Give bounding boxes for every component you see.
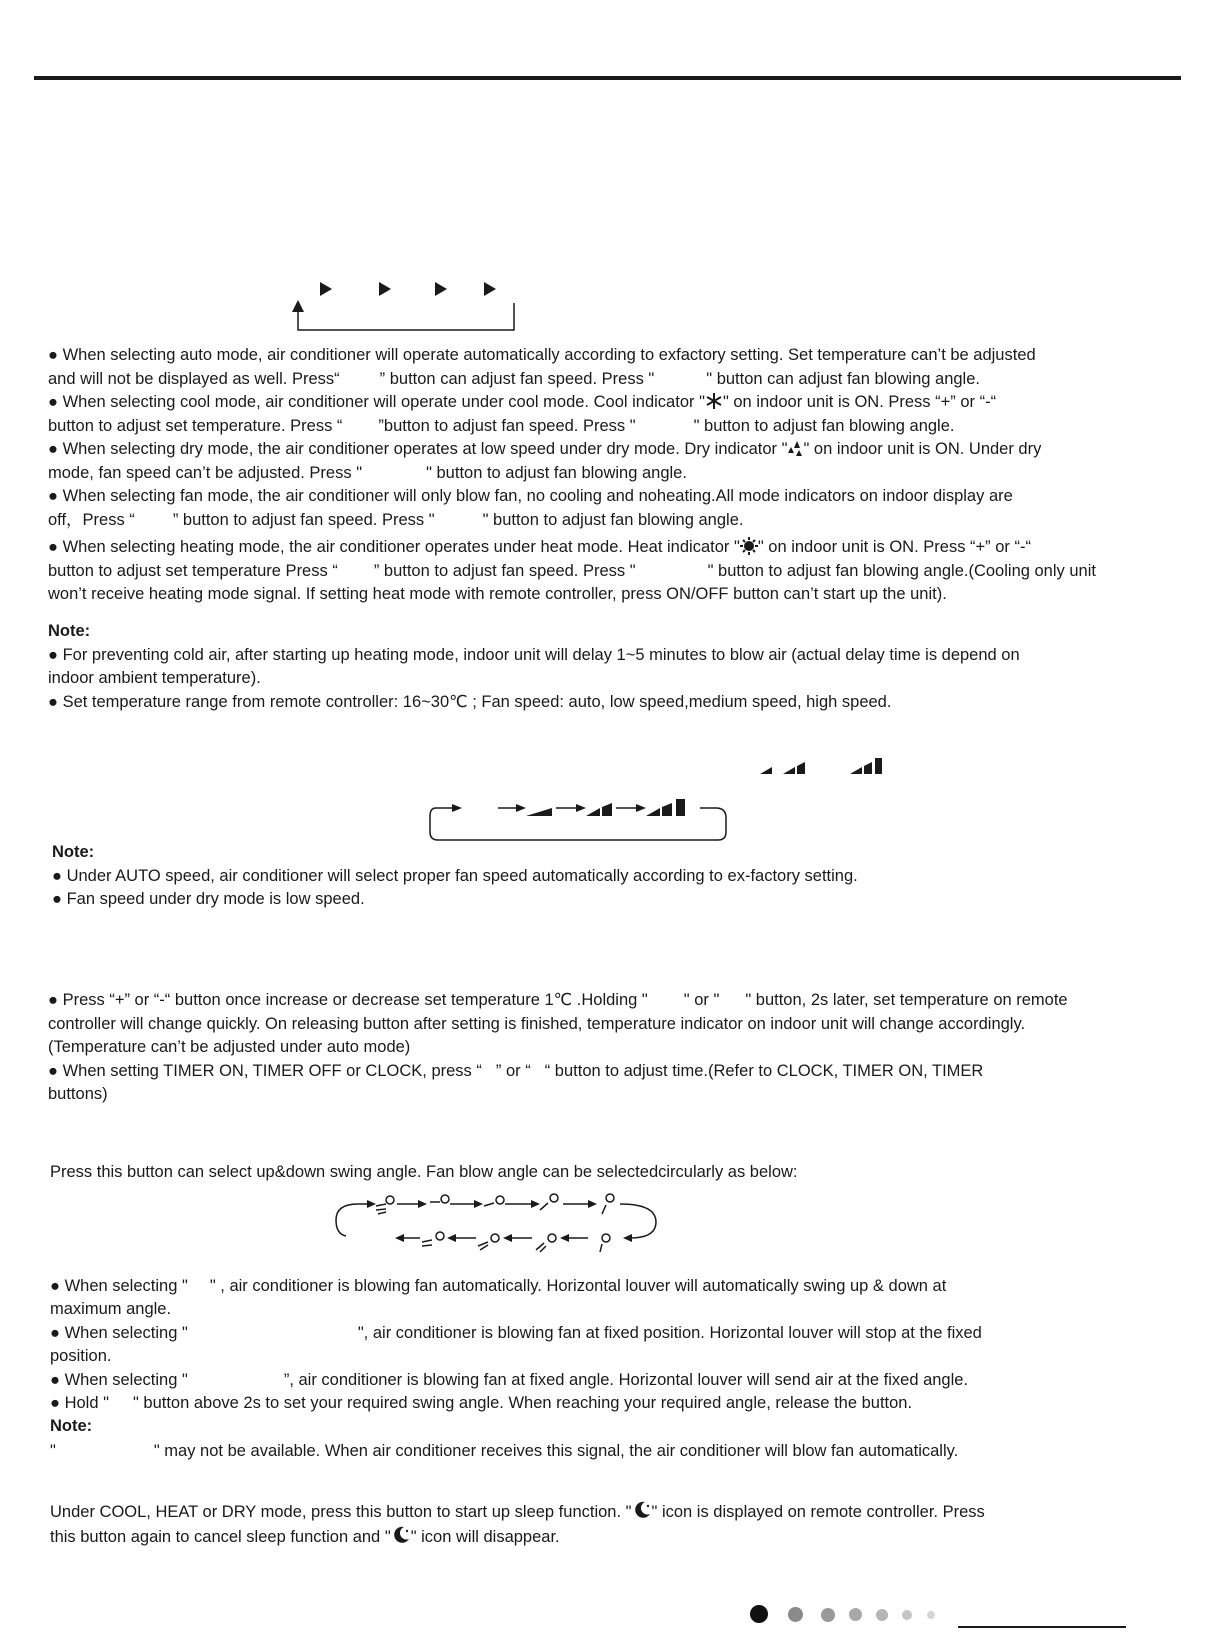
dry-mode-line-1: ● When selecting dry mode, the air conditioner operates at low speed under dry mode. Dry indicator " " on indoor unit is ON. Under dry — [48, 440, 1042, 458]
play-arrow-icon — [320, 282, 332, 296]
page-dot-3 — [821, 1608, 835, 1622]
fan-speed-loop — [430, 808, 726, 840]
cool-mode-line-2: button to adjust set temperature. Press “ ”button to adjust fan speed. Press " " button to adjust fan blowing angle. — [48, 416, 955, 435]
louver-range-1-icon — [422, 1232, 444, 1246]
note-heating: Note: ● For preventing cold air, after starting up heating mode, indoor unit will delay 1~5 minutes to blow air (actual delay time is depend on indoor ambient temperature). ● Set temperature range from remote controller: 16~30℃ ; Fan speed: auto, low speed,medium speed, high speed. — [48, 620, 1168, 714]
note-title: Note: — [50, 1417, 93, 1435]
sleep-description: Under COOL, HEAT or DRY mode, press this button to start up sleep function. " " icon is displayed on remote controller. Press this button again to cancel sleep function and " " icon will disappear. — [50, 1500, 1170, 1549]
play-arrow-icon — [379, 282, 391, 296]
arrow-right-icon — [474, 1200, 483, 1208]
page-dot-7 — [927, 1611, 935, 1619]
heat-mode-line-1: ● When selecting heating mode, the air conditioner operates under heat mode. Heat indicator " " on indoor unit is ON. Press “+” or “-“ — [48, 538, 1031, 556]
auto-mode-line-2: and will not be displayed as well. Press“ ” button can adjust fan speed. Press " " button can adjust fan blowing angle. — [48, 369, 980, 388]
fan-speed-high-icon — [850, 767, 862, 774]
auto-mode-line-1: ● When selecting auto mode, air conditioner will operate automatically according to exfactory setting. Set temperature can’t be adjusted — [48, 346, 1036, 364]
arrow-right-icon — [418, 1200, 427, 1208]
louver-position-1-icon — [430, 1195, 449, 1203]
page-dot-5 — [876, 1609, 888, 1621]
arrow-left-icon — [623, 1234, 632, 1242]
footer-rule — [958, 1626, 1126, 1628]
arrow-up-icon — [292, 300, 304, 312]
page-dot-6 — [902, 1610, 912, 1620]
temperature-buttons-text: ● Press “+” or “-“ button once increase or decrease set temperature 1℃ .Holding " " or " " button, 2s later, set temperature on remote controller will change quickly. On releasing button after setting is finished, temperature indicator on indoor unit will change accordingly. (Temperature can’t be adjusted under auto mode) ● When setting TIMER ON, TIMER OFF or CLOCK, press “ ” or “ “ button to adjust time.(Refer to CLOCK, TIMER ON, TIMER buttons) — [48, 991, 1068, 1103]
swing-intro: Press this button can select up&down swing angle. Fan blow angle can be selectedcircularly as below: — [50, 1163, 798, 1181]
note-fan-speed: Note: ● Under AUTO speed, air conditioner will select proper fan speed automatically according to ex-factory setting. ● Fan speed under dry mode is low speed. — [52, 841, 1172, 912]
fan-speed-icons-top — [760, 758, 882, 774]
arrow-left-icon — [447, 1234, 456, 1242]
fan-speed-low-icon — [526, 808, 552, 816]
play-arrow-icon — [435, 282, 447, 296]
fan-mode-line-2: off，Press “ ” button to adjust fan speed. Press " " button to adjust fan blowing angle. — [48, 510, 744, 529]
cool-mode-line-1: ● When selecting cool mode, air conditioner will operate under cool mode. Cool indicator " " on indoor unit is ON. Press “+” or “-“ — [48, 393, 997, 411]
page-dot-2 — [788, 1607, 803, 1622]
sun-icon — [740, 537, 758, 555]
mode-return-line — [298, 303, 514, 330]
arrow-left-icon — [503, 1234, 512, 1242]
arrow-right-icon — [531, 1200, 540, 1208]
top-rule — [34, 76, 1181, 80]
note-title: Note: — [52, 843, 95, 861]
sleep-moon-icon — [632, 1500, 652, 1520]
arrow-right-icon — [588, 1200, 597, 1208]
mode-descriptions — [48, 344, 1168, 607]
fan-speed-high-icon — [646, 808, 660, 816]
fan-speed-medium-icon — [783, 767, 795, 774]
heat-mode-line-2: button to adjust set temperature Press “ ” button to adjust fan speed. Press " " button to adjust fan blowing angle.(Cooling only unit — [48, 561, 1096, 580]
arrow-right-icon — [367, 1200, 376, 1208]
play-arrow-icon — [484, 282, 496, 296]
louver-position-3-icon — [540, 1194, 558, 1210]
arrow-left-icon — [560, 1234, 569, 1242]
arrow-right-icon — [452, 804, 462, 812]
fan-speed-medium-icon — [586, 808, 600, 816]
louver-position-4-icon — [602, 1194, 614, 1214]
snowflake-icon — [705, 392, 723, 410]
note-title: Note: — [48, 622, 91, 640]
page-dot-1 — [750, 1605, 768, 1623]
louver-position-2-icon — [484, 1196, 504, 1206]
louver-range-2-icon — [478, 1234, 499, 1250]
louver-range-3-icon — [536, 1234, 556, 1252]
dry-mode-line-2: mode, fan speed can’t be adjusted. Press " " button to adjust fan blowing angle. — [48, 463, 687, 482]
page-dot-4 — [849, 1608, 862, 1621]
sleep-moon-icon — [391, 1525, 411, 1545]
water-drop-icon — [787, 439, 803, 457]
louver-swing-icon — [376, 1196, 394, 1214]
arrow-left-icon — [395, 1234, 404, 1242]
swing-descriptions: ● When selecting " " , air conditioner is blowing fan automatically. Horizontal louver will automatically swing up & down at maximum angle. ● When selecting " ", air conditioner is blowing fan at fixed position. Horizontal louver will stop at the fixed position. ● When selecting " ”, air conditioner is blowing fan at fixed angle. Horizontal louver will send air at the fixed angle. ● Hold " " button above 2s to set your required swing angle. When reaching your required angle, release the button. Note: " " may not be available. When air conditioner receives this signal, the air conditioner will blow fan automatically. — [50, 1275, 1170, 1463]
louver-position-5-icon — [600, 1234, 610, 1252]
heat-mode-line-3: won’t receive heating mode signal. If setting heat mode with remote controller, press ON/OFF button can’t start up the unit). — [48, 585, 947, 603]
fan-speed-low-icon — [760, 767, 772, 774]
fan-mode-line-1: ● When selecting fan mode, the air conditioner will only blow fan, no cooling and noheating.All mode indicators on indoor display are — [48, 487, 1013, 505]
